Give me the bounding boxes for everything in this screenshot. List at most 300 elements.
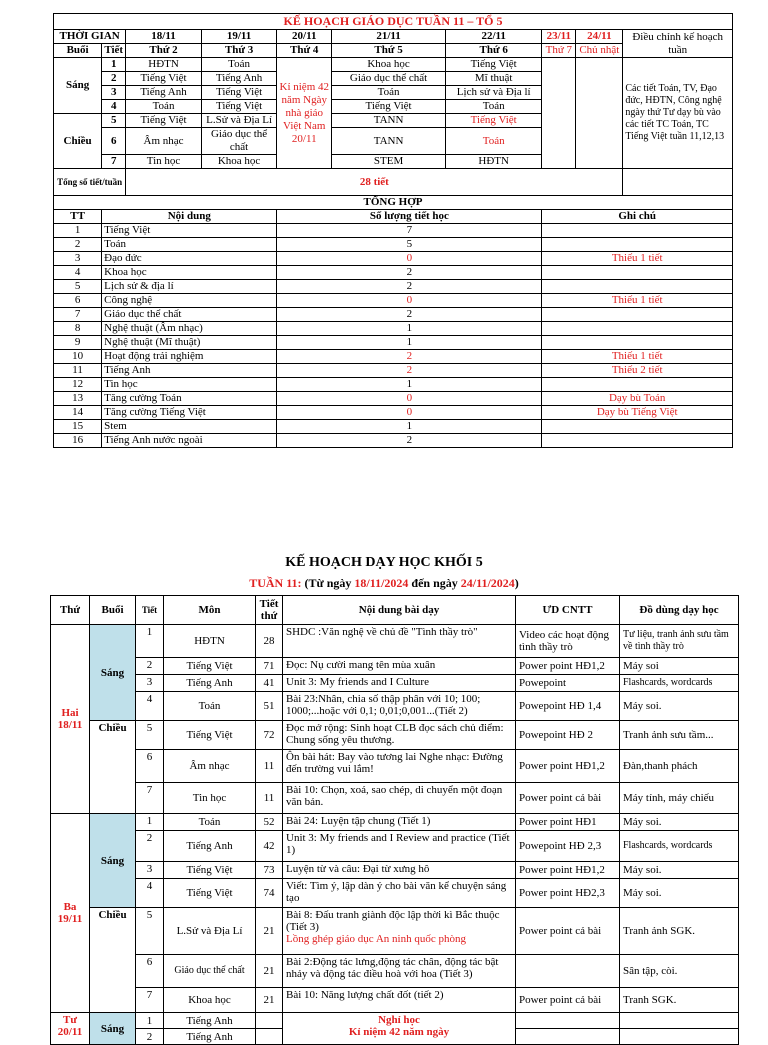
summary-body	[54, 224, 733, 448]
it-use	[516, 1013, 620, 1029]
sun-empty	[576, 58, 623, 169]
summary-header: Số lượng tiết học	[277, 210, 542, 224]
summary-note	[542, 266, 733, 280]
summary-count: 0	[277, 406, 542, 420]
summary-tt: 12	[54, 378, 102, 392]
lesson-plan-table	[50, 595, 739, 1045]
lesson-plan-body	[51, 625, 739, 1045]
lesson-content	[283, 879, 516, 908]
summary-count: 2	[277, 280, 542, 294]
summary-row	[54, 364, 733, 378]
lesson-content-text: Bài 24: Luyện tập chung (Tiết 1)	[286, 815, 431, 827]
total-empty	[623, 169, 733, 196]
period-number: 3	[102, 86, 126, 100]
summary-tt: 16	[54, 434, 102, 448]
lesson-content-text: Unit 3: My friends and I Review and practice (Tiết 1)	[286, 832, 510, 856]
col-header: Buổi	[90, 596, 136, 625]
teaching-aids	[620, 1013, 739, 1029]
subject: Âm nhạc	[164, 750, 256, 783]
holiday-note: Kỉ niệm 42 năm Ngày nhà giáo Việt Nam 20/11	[277, 58, 332, 169]
summary-row	[54, 308, 733, 322]
subject-cell: Khoa học	[201, 155, 277, 169]
lesson-content-text: Luyện từ và câu: Đại từ xưng hô	[286, 863, 430, 875]
total-label: Tổng số tiết/tuần	[54, 169, 126, 196]
subject: Tiếng Việt	[164, 658, 256, 675]
col-header: Thứ	[51, 596, 90, 625]
it-use: Powepoint	[516, 675, 620, 692]
lesson-row	[51, 692, 739, 721]
from-date: 18/11/2024	[354, 576, 409, 590]
col-header: Môn	[164, 596, 256, 625]
it-use: Power point cả bài	[516, 908, 620, 955]
summary-count: 2	[277, 434, 542, 448]
holiday-note	[283, 1013, 516, 1045]
summary-name: Nghệ thuật (Âm nhạc)	[102, 322, 277, 336]
week-range	[0, 576, 768, 591]
lesson-row	[51, 879, 739, 908]
teaching-aids: Tranh ảnh SGK.	[620, 908, 739, 955]
summary-name: Tăng cường Toán	[102, 392, 277, 406]
lesson-content-text: Unit 3: My friends and I Culture	[286, 676, 429, 688]
summary-count: 2	[277, 350, 542, 364]
teaching-aids: Tranh ảnh sưu tầm...	[620, 721, 739, 750]
teaching-aids: Flashcards, wordcards	[620, 675, 739, 692]
summary-count: 1	[277, 420, 542, 434]
summary-note	[542, 322, 733, 336]
col-header: Tiết thứ	[256, 596, 283, 625]
teaching-aids: Máy tính, máy chiếu	[620, 783, 739, 814]
weekday-cell: Thứ 5	[332, 44, 446, 58]
teaching-aids: Tư liệu, tranh ảnh sưu tầm về tình thầy trò	[620, 625, 739, 658]
session-morning: Sáng	[54, 58, 102, 114]
summary-name: Lịch sử & địa lí	[102, 280, 277, 294]
subject: Toán	[164, 814, 256, 831]
session-morning: Sáng	[90, 814, 136, 908]
weekday-cell: Thứ 2	[126, 44, 202, 58]
summary-title: TỔNG HỢP	[54, 196, 733, 210]
teaching-aids: Máy soi.	[620, 814, 739, 831]
date-cell: 20/11	[277, 30, 332, 44]
lesson-number: 21	[256, 955, 283, 988]
summary-row	[54, 378, 733, 392]
weekday-cell: Thứ 7	[542, 44, 576, 58]
subject-cell: Mĩ thuật	[446, 72, 542, 86]
summary-header: Ghi chú	[542, 210, 733, 224]
date-cell: 19/11	[201, 30, 277, 44]
lesson-content	[283, 862, 516, 879]
lesson-content-text: Đọc mở rộng: Sinh hoạt CLB đọc sách chủ điểm: Chung sống yêu thương.	[286, 722, 504, 746]
period-number: 1	[136, 1013, 164, 1029]
subject-cell: Giáo dục thể chất	[201, 128, 277, 155]
summary-name: Khoa học	[102, 266, 277, 280]
summary-note	[542, 336, 733, 350]
teaching-aids: Máy soi.	[620, 862, 739, 879]
lesson-row	[51, 831, 739, 862]
date-cell: 21/11	[332, 30, 446, 44]
lesson-content	[283, 955, 516, 988]
it-use	[516, 1029, 620, 1045]
period-number: 7	[136, 783, 164, 814]
summary-tt: 13	[54, 392, 102, 406]
summary-tt: 15	[54, 420, 102, 434]
lesson-number: 41	[256, 675, 283, 692]
period-number: 4	[136, 879, 164, 908]
summary-count: 7	[277, 224, 542, 238]
period-number: 6	[136, 955, 164, 988]
summary-count: 1	[277, 336, 542, 350]
lesson-number	[256, 1013, 283, 1029]
summary-note: Thiếu 2 tiết	[542, 364, 733, 378]
summary-tt: 11	[54, 364, 102, 378]
lesson-content	[283, 750, 516, 783]
period-number: 7	[102, 155, 126, 169]
summary-tt: 3	[54, 252, 102, 266]
summary-count: 2	[277, 364, 542, 378]
summary-note: Dạy bù Toán	[542, 392, 733, 406]
lesson-number: 21	[256, 908, 283, 955]
subject-cell: Tin học	[126, 155, 202, 169]
lesson-number: 72	[256, 721, 283, 750]
lesson-content	[283, 908, 516, 955]
adjust-note: Các tiết Toán, TV, Đạo đức, HĐTN, Công nghệ ngày thứ Tư dạy bù vào các tiết TC Toán, TC Tiếng Việt tuần 11,12,13	[623, 58, 733, 169]
subject: Tiếng Việt	[164, 721, 256, 750]
lesson-number: 11	[256, 783, 283, 814]
col-header: Nội dung bài dạy	[283, 596, 516, 625]
lesson-content	[283, 831, 516, 862]
subject-cell: Tiếng Việt	[201, 100, 277, 114]
summary-count: 2	[277, 266, 542, 280]
summary-row	[54, 238, 733, 252]
it-use: Video các hoạt động tình thầy trò	[516, 625, 620, 658]
period-number: 5	[136, 908, 164, 955]
lesson-content	[283, 658, 516, 675]
period-number: 6	[102, 128, 126, 155]
subject-cell: Toán	[201, 58, 277, 72]
lesson-row	[51, 675, 739, 692]
lesson-content-text: Ôn bài hát: Bay vào tương lai Nghe nhạc: Đường đến trường vui lắm!	[286, 751, 503, 775]
summary-note: Thiếu 1 tiết	[542, 350, 733, 364]
teaching-aids: Máy soi.	[620, 692, 739, 721]
summary-name: Stem	[102, 420, 277, 434]
lesson-content-text: Bài 23:Nhân, chia số thập phân với 10; 100; 1000;...hoặc với 0,1; 0,01;0,001...(Tiết 2)	[286, 693, 481, 717]
date-cell: 22/11	[446, 30, 542, 44]
day-monday: Hai 18/11	[51, 625, 90, 814]
summary-row	[54, 406, 733, 420]
subject-cell: Toán	[446, 100, 542, 114]
summary-row	[54, 294, 733, 308]
summary-count: 0	[277, 294, 542, 308]
subject: Tiếng Anh	[164, 1013, 256, 1029]
weekday-cell: Chủ nhật	[576, 44, 623, 58]
summary-tt: 4	[54, 266, 102, 280]
period-number: 2	[136, 831, 164, 862]
subject: Tiếng Anh	[164, 675, 256, 692]
teaching-aids: Máy soi	[620, 658, 739, 675]
summary-tt: 7	[54, 308, 102, 322]
summary-name: Toán	[102, 238, 277, 252]
subject: Tiếng Anh	[164, 831, 256, 862]
lesson-content	[283, 721, 516, 750]
subject-cell: Toán	[126, 100, 202, 114]
subject-cell: TANN	[332, 114, 446, 128]
total-value: 28 tiết	[126, 169, 623, 196]
lesson-row	[51, 750, 739, 783]
period-number: 3	[136, 862, 164, 879]
period-number: 1	[136, 814, 164, 831]
week-prefix: TUẦN 11:	[249, 576, 302, 590]
summary-note	[542, 420, 733, 434]
subject-cell: HĐTN	[446, 155, 542, 169]
session-afternoon: Chiều	[54, 114, 102, 169]
lesson-content-text: Bài 10: Năng lượng chất đốt (tiết 2)	[286, 989, 444, 1001]
subject-cell: Tiếng Việt	[446, 58, 542, 72]
summary-row	[54, 420, 733, 434]
teaching-aids: Đàn,thanh phách	[620, 750, 739, 783]
lesson-plan-header	[0, 555, 768, 591]
summary-count: 0	[277, 392, 542, 406]
summary-name: Giáo dục thể chất	[102, 308, 277, 322]
summary-row	[54, 336, 733, 350]
to-date: 24/11/2024	[460, 576, 515, 590]
lesson-content-note: Lồng ghép giáo dục An ninh quốc phòng	[286, 933, 466, 945]
lesson-row	[51, 862, 739, 879]
subject-cell: Tiếng Việt	[201, 86, 277, 100]
subject-cell: Lịch sử và Địa lí	[446, 86, 542, 100]
it-use: Power point HĐ1,2	[516, 862, 620, 879]
lesson-content	[283, 675, 516, 692]
lesson-number: 52	[256, 814, 283, 831]
subject: Tiếng Việt	[164, 862, 256, 879]
summary-tt: 8	[54, 322, 102, 336]
adjust-header: Điều chỉnh kế hoạch tuần	[623, 30, 733, 58]
summary-note	[542, 280, 733, 294]
summary-tt: 2	[54, 238, 102, 252]
subject-cell: HĐTN	[126, 58, 202, 72]
day-wednesday: Tư 20/11	[51, 1013, 90, 1045]
lesson-number: 42	[256, 831, 283, 862]
period-number: 2	[136, 658, 164, 675]
summary-row	[54, 252, 733, 266]
to-text: đến ngày	[411, 576, 458, 590]
it-use: Power point cả bài	[516, 988, 620, 1013]
period-number: 5	[102, 114, 126, 128]
it-use: Powepoint HĐ 2,3	[516, 831, 620, 862]
lesson-content-text: Bài 8: Đấu tranh giành độc lập thời kì Bắc thuộc (Tiết 3)	[286, 909, 500, 933]
teaching-aids: Flashcards, wordcards	[620, 831, 739, 862]
subject-cell: STEM	[332, 155, 446, 169]
lesson-content	[283, 692, 516, 721]
subject-cell: Tiếng Việt	[126, 114, 202, 128]
close-paren: )	[514, 576, 519, 590]
holiday-line-2: Kỉ niệm 42 năm ngày	[348, 1026, 450, 1038]
lesson-number: 74	[256, 879, 283, 908]
summary-note: Thiếu 1 tiết	[542, 294, 733, 308]
session-afternoon: Chiều	[90, 721, 136, 814]
weekday-cell: Thứ 6	[446, 44, 542, 58]
subject: Tiếng Anh	[164, 1029, 256, 1045]
teaching-aids: Sân tập, còi.	[620, 955, 739, 988]
period-number: 6	[136, 750, 164, 783]
summary-name: Hoạt động trải nghiệm	[102, 350, 277, 364]
lesson-row	[51, 658, 739, 675]
subject: Khoa học	[164, 988, 256, 1013]
summary-name: Công nghệ	[102, 294, 277, 308]
session-afternoon: Chiều	[90, 908, 136, 1013]
subject-cell: Tiếng Anh	[126, 86, 202, 100]
summary-row	[54, 350, 733, 364]
subject-cell: L.Sử và Địa Lí	[201, 114, 277, 128]
subject: HĐTN	[164, 625, 256, 658]
summary-note	[542, 434, 733, 448]
subject-cell: Khoa học	[332, 58, 446, 72]
weekly-plan	[53, 13, 733, 448]
lesson-number: 11	[256, 750, 283, 783]
lesson-row	[51, 988, 739, 1013]
lesson-content-text: Viết: Tìm ý, lập dàn ý cho bài văn kể chuyện sáng tạo	[286, 880, 507, 904]
teaching-aids: Tranh SGK.	[620, 988, 739, 1013]
period-number: 7	[136, 988, 164, 1013]
lesson-content-text: Đọc: Nụ cười mang tên mùa xuân	[286, 659, 436, 671]
it-use: Powepoint HĐ 2	[516, 721, 620, 750]
lesson-content-text: Bài 10: Chọn, xoá, sao chép, di chuyển một đoạn văn bản.	[286, 784, 503, 808]
lesson-content	[283, 783, 516, 814]
col-header: Tiết	[136, 596, 164, 625]
subject-cell: Âm nhạc	[126, 128, 202, 155]
summary-name: Tăng cường Tiếng Việt	[102, 406, 277, 420]
lesson-row	[51, 625, 739, 658]
lesson-row	[51, 721, 739, 750]
it-use: Power point HĐ1	[516, 814, 620, 831]
subject: Tiếng Việt	[164, 879, 256, 908]
col-header: Đồ dùng dạy học	[620, 596, 739, 625]
subject: Toán	[164, 692, 256, 721]
lesson-content-text: SHDC :Văn nghệ về chủ đề "Tình thầy trò"	[286, 626, 478, 638]
it-use	[516, 955, 620, 988]
subject-cell: Tiếng Việt	[126, 72, 202, 86]
date-cell: 18/11	[126, 30, 202, 44]
subject: Tin học	[164, 783, 256, 814]
summary-row	[54, 280, 733, 294]
col-header: ƯD CNTT	[516, 596, 620, 625]
plan-title: KẾ HOẠCH GIÁO DỤC TUẦN 11 – TỔ 5	[54, 14, 733, 30]
summary-name: Tiếng Việt	[102, 224, 277, 238]
date-cell: 24/11	[576, 30, 623, 44]
sat-empty	[542, 58, 576, 169]
lesson-row	[51, 1013, 739, 1029]
summary-name: Tin học	[102, 378, 277, 392]
subject-cell: TANN	[332, 128, 446, 155]
summary-tt: 5	[54, 280, 102, 294]
summary-name: Đạo đức	[102, 252, 277, 266]
lesson-number: 51	[256, 692, 283, 721]
period-number: 5	[136, 721, 164, 750]
summary-row	[54, 322, 733, 336]
session-morning: Sáng	[90, 625, 136, 721]
subject-cell: Tiếng Việt	[446, 114, 542, 128]
it-use: Power point cả bài	[516, 783, 620, 814]
it-use: Powepoint HĐ 1,4	[516, 692, 620, 721]
summary-tt: 6	[54, 294, 102, 308]
lesson-number: 73	[256, 862, 283, 879]
lesson-row	[51, 783, 739, 814]
lesson-content	[283, 625, 516, 658]
period-number: 1	[136, 625, 164, 658]
lesson-content	[283, 988, 516, 1013]
summary-name: Tiếng Anh	[102, 364, 277, 378]
lesson-row	[51, 908, 739, 955]
summary-count: 1	[277, 378, 542, 392]
lesson-plan-title: KẾ HOẠCH DẠY HỌC KHỐI 5	[285, 555, 483, 570]
period-number: 3	[136, 675, 164, 692]
session-morning: Sáng	[90, 1013, 136, 1045]
summary-count: 2	[277, 308, 542, 322]
session-label: Buổi	[54, 44, 102, 58]
from-text: (Từ ngày	[304, 576, 352, 590]
subject-cell: Tiếng Việt	[332, 100, 446, 114]
lesson-number	[256, 1029, 283, 1045]
subject-cell: Toán	[332, 86, 446, 100]
subject-cell: Giáo dục thể chất	[332, 72, 446, 86]
summary-header: TT	[54, 210, 102, 224]
summary-count: 5	[277, 238, 542, 252]
time-label: THỜI GIAN	[54, 30, 126, 44]
lesson-plan	[50, 595, 738, 1045]
summary-tt: 1	[54, 224, 102, 238]
lesson-row	[51, 955, 739, 988]
subject: Giáo dục thể chất	[164, 955, 256, 988]
summary-note: Thiếu 1 tiết	[542, 252, 733, 266]
lesson-number: 71	[256, 658, 283, 675]
period-label: Tiết	[102, 44, 126, 58]
holiday-line-1: Nghỉ học	[378, 1014, 420, 1026]
summary-header: Nội dung	[102, 210, 277, 224]
subject: L.Sử và Địa Lí	[164, 908, 256, 955]
subject-cell: Tiếng Anh	[201, 72, 277, 86]
it-use: Power point HĐ1,2	[516, 658, 620, 675]
date-cell: 23/11	[542, 30, 576, 44]
period-number: 4	[136, 692, 164, 721]
summary-count: 1	[277, 322, 542, 336]
summary-row	[54, 224, 733, 238]
summary-row	[54, 266, 733, 280]
summary-tt: 14	[54, 406, 102, 420]
it-use: Power point HĐ1,2	[516, 750, 620, 783]
summary-note	[542, 224, 733, 238]
summary-note: Dạy bù Tiếng Việt	[542, 406, 733, 420]
summary-tt: 10	[54, 350, 102, 364]
teaching-aids: Máy soi.	[620, 879, 739, 908]
day-tuesday: Ba 19/11	[51, 814, 90, 1013]
summary-note	[542, 378, 733, 392]
it-use: Power point HĐ2,3	[516, 879, 620, 908]
lesson-content-text: Bài 2:Động tác lưng,động tác chân, động tác bật nhảy và động tác điều hoà với hoa (Tiết 3)	[286, 956, 499, 980]
period-number: 2	[136, 1029, 164, 1045]
period-number: 4	[102, 100, 126, 114]
period-number: 2	[102, 72, 126, 86]
summary-note	[542, 308, 733, 322]
lesson-number: 21	[256, 988, 283, 1013]
summary-note	[542, 238, 733, 252]
summary-row	[54, 434, 733, 448]
summary-name: Tiếng Anh nước ngoài	[102, 434, 277, 448]
summary-row	[54, 392, 733, 406]
lesson-number: 28	[256, 625, 283, 658]
weekday-cell: Thứ 4	[277, 44, 332, 58]
summary-tt: 9	[54, 336, 102, 350]
teaching-aids	[620, 1029, 739, 1045]
lesson-row	[51, 814, 739, 831]
period-number: 1	[102, 58, 126, 72]
